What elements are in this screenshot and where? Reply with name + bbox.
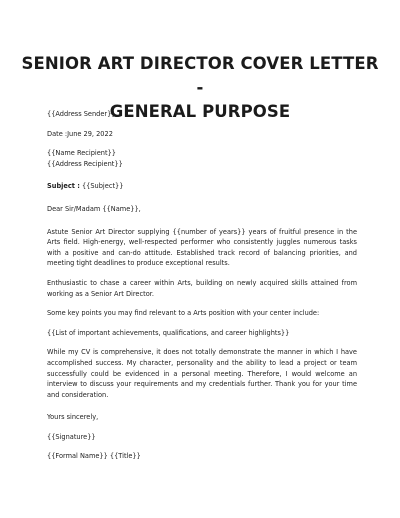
- address-sender: {{Address Sender}}: [47, 110, 116, 118]
- title-line-1: SENIOR ART DIRECTOR COVER LETTER -: [21, 54, 379, 97]
- letter-body: [47, 109, 357, 462]
- paragraph-closing: While my CV is comprehensive, it does not totally demonstrate the manner in which I have accomplished success. My character, personality and the ability to lead a project or team successfully could be evidenced in a personal meeting. Therefore, I would welcome an interview to discuss your requirements and my credentials further. Thank you for your time and consideration.: [47, 348, 357, 399]
- subject-value: {{Subject}}: [79, 182, 124, 191]
- date-line: Date :June 29, 2022: [47, 129, 113, 138]
- subject-label: Subject :: [47, 182, 80, 191]
- paragraph-enthusiasm: Enthusiastic to chase a career within Arts, building on newly acquired skills attained from working as a Senior Art Director.: [47, 278, 357, 298]
- salutation: Dear Sir/Madam {{Name}},: [47, 204, 141, 213]
- formal-name-title: {{Formal Name}} {{Title}}: [47, 452, 141, 461]
- paragraph-intro: Astute Senior Art Director supplying {{number of years}} years of fruitful presence in the Arts field. High-energy, well-respected performer who consistently juggles numerous tasks with a positive and can-do attitude. Established track record of balancing priorities, and meeting tight deadlines to produce exceptional results.: [47, 227, 357, 268]
- title-line-2: GENERAL PURPOSE: [109, 102, 291, 121]
- subject-line: [47, 181, 357, 192]
- address-recipient: {{Address Recipient}}: [47, 159, 123, 168]
- signature-placeholder: {{Signature}}: [47, 432, 96, 441]
- closing-phrase: Yours sincerely,: [47, 413, 99, 422]
- paragraph-key-points: Some key points you may find relevant to a Arts position with your center include:: [47, 309, 320, 318]
- achievements-placeholder: {{List of important achievements, qualifications, and career highlights}}: [47, 328, 290, 337]
- name-recipient: {{Name Recipient}}: [47, 149, 116, 158]
